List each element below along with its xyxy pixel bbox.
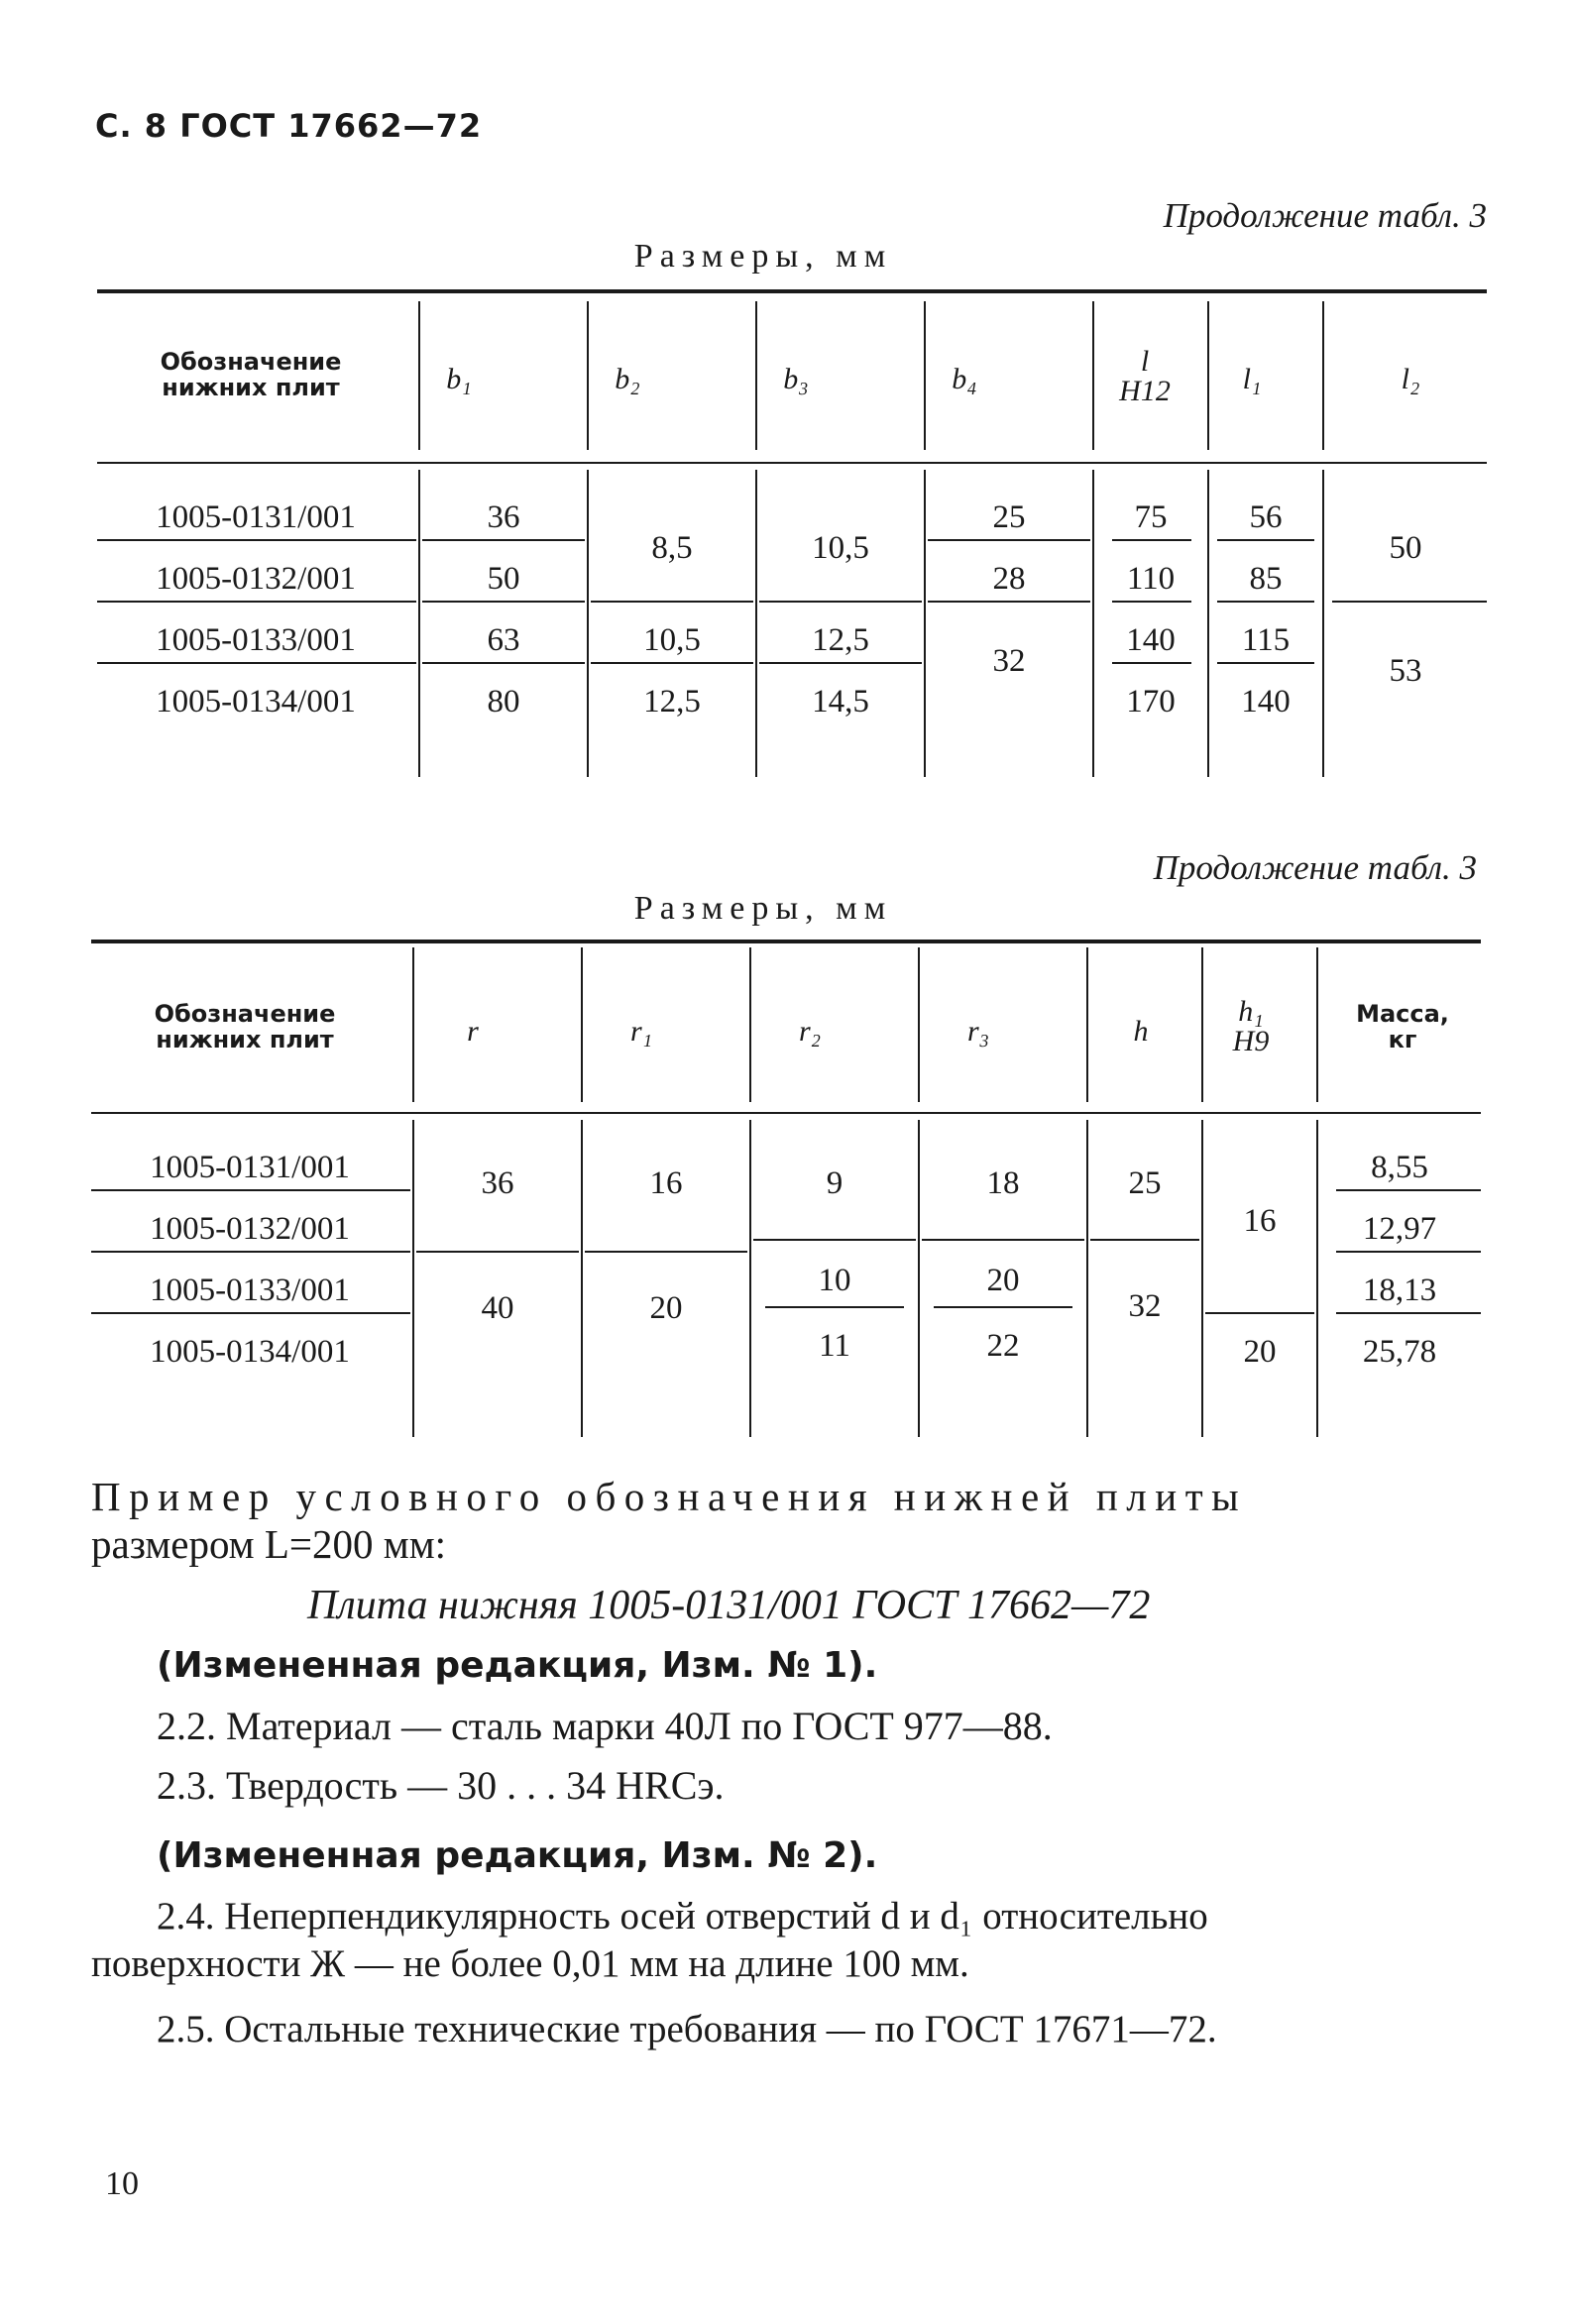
- table2-designation: 1005-0132/001: [150, 1211, 350, 1247]
- table1-l1-value: 140: [1241, 684, 1291, 719]
- table2-vline: [412, 947, 414, 1102]
- table2-header-r1: r₁: [629, 1015, 653, 1048]
- paragraph-2-5: 2.5. Остальные технические требования — по ГОСТ 17671—72.: [157, 2008, 1217, 2050]
- table1-b1-value: 80: [487, 684, 520, 719]
- paragraph-2-2: 2.2. Материал — сталь марки 40Л по ГОСТ 977—88.: [157, 1704, 1053, 1748]
- table1-b4-value: 28: [992, 561, 1026, 597]
- table1-header-l1: l₁: [1242, 363, 1262, 395]
- table1-vline: [418, 301, 420, 450]
- table1-header-b3: b₃: [783, 363, 809, 395]
- table2-r2-value: 11: [819, 1328, 850, 1364]
- table1-designation: 1005-0131/001: [156, 499, 356, 535]
- table2-r1-value: 20: [649, 1290, 683, 1326]
- table2-r3-value: 20: [986, 1263, 1020, 1298]
- table2-h-value: 32: [1128, 1288, 1162, 1324]
- page-header: С. 8 ГОСТ 17662—72: [95, 107, 483, 145]
- table2-continuation: Продолжение табл. 3: [1153, 848, 1477, 887]
- table2-h1-value: 20: [1243, 1334, 1277, 1370]
- table1-l1-value: 115: [1241, 622, 1291, 658]
- table1-row-rule: [97, 662, 416, 664]
- table1-row-rule: [759, 601, 922, 603]
- table1-row-rule: [1112, 662, 1191, 664]
- table2-row-rule: [416, 1251, 579, 1253]
- table1-row-rule: [1112, 601, 1191, 603]
- table2-row-rule: [1205, 1312, 1314, 1314]
- table1-row-rule: [591, 662, 753, 664]
- table1-b4-value: 25: [992, 499, 1026, 535]
- table1-vline: [924, 301, 926, 450]
- table1-row-rule: [97, 539, 416, 541]
- table2-header-r2: r₂: [798, 1015, 822, 1048]
- table2-r3-value: 22: [986, 1328, 1020, 1364]
- table2-header-r3: r₃: [966, 1015, 990, 1048]
- table2-header-h1: h₁ H9: [1232, 995, 1270, 1057]
- paragraph-2-3: 2.3. Твердость — 30 . . . 34 HRCэ.: [157, 1763, 725, 1808]
- table1-designation: 1005-0134/001: [156, 684, 356, 719]
- table2-vline: [918, 947, 920, 1102]
- table2-vline: [1316, 947, 1318, 1102]
- page-number: 10: [105, 2165, 139, 2202]
- table1: [97, 287, 1487, 783]
- table2-r-value: 40: [481, 1290, 514, 1326]
- table1-vline: [1207, 301, 1209, 450]
- revision-note-1: (Измененная редакция, Изм. № 1).: [157, 1645, 878, 1686]
- table1-row-rule: [422, 662, 585, 664]
- table1-row-rule: [422, 601, 585, 603]
- table2-row-rule: [91, 1189, 410, 1191]
- example-line-1: Пример условного обозначения нижней плиты: [91, 1474, 1248, 1519]
- table1-b1-value: 63: [487, 622, 520, 658]
- table2-r-value: 36: [481, 1165, 514, 1201]
- table2-mass-value: 12,97: [1362, 1211, 1437, 1247]
- table2-mass-value: 18,13: [1362, 1273, 1437, 1308]
- table2-header-mass: Масса, кг: [1356, 1000, 1449, 1053]
- table2-header-r: r: [467, 1015, 479, 1048]
- table2-header-designation: Обозначение нижних плит: [154, 1000, 336, 1053]
- table2-row-rule: [585, 1251, 747, 1253]
- table1-dimensions: Размеры, мм: [633, 238, 893, 275]
- table1-b4-value: 32: [992, 643, 1026, 679]
- table1-l2-value: 53: [1389, 653, 1422, 689]
- table2-top-rule: [91, 940, 1481, 943]
- table2-dimensions: Размеры, мм: [633, 890, 893, 927]
- table2-row-rule: [1336, 1189, 1481, 1191]
- table1-l-value: 170: [1126, 684, 1176, 719]
- table2-vline: [1201, 1120, 1203, 1437]
- revision-note-2: (Измененная редакция, Изм. № 2).: [157, 1835, 878, 1876]
- table1-vline: [1322, 301, 1324, 450]
- table2-row-rule: [91, 1312, 410, 1314]
- table1-header-designation: Обозначение нижних плит: [160, 348, 342, 401]
- table1-row-rule: [97, 601, 416, 603]
- table2-head-rule: [91, 1112, 1481, 1114]
- table2-row-rule: [753, 1239, 916, 1241]
- table1-row-rule: [422, 539, 585, 541]
- table1-row-rule: [928, 539, 1090, 541]
- table1-row-rule: [1217, 539, 1314, 541]
- table2-r2-value: 9: [826, 1165, 844, 1201]
- table2-vline: [1086, 947, 1088, 1102]
- table1-row-rule: [1217, 662, 1314, 664]
- table1-l-value: 110: [1126, 561, 1176, 597]
- table2-r2-value: 10: [818, 1263, 851, 1298]
- table1-vline: [1322, 470, 1324, 777]
- table2-row-rule: [922, 1239, 1084, 1241]
- table1-row-rule: [759, 662, 922, 664]
- paragraph-2-4-line-1: 2.4. Неперпендикулярность осей отверстий d и d₁ относительно: [157, 1895, 1208, 1937]
- table2-row-rule: [1336, 1312, 1481, 1314]
- table1-header-b4: b₄: [952, 363, 977, 395]
- table1-row-rule: [1217, 601, 1314, 603]
- table2: [91, 938, 1481, 1443]
- table1-l1-value: 56: [1249, 499, 1283, 535]
- table2-designation: 1005-0133/001: [150, 1273, 350, 1308]
- table1-row-rule: [1112, 539, 1191, 541]
- table1-l-value: 75: [1134, 499, 1168, 535]
- table2-mass-value: 8,55: [1371, 1150, 1428, 1185]
- table2-vline: [581, 947, 583, 1102]
- table1-header-b1: b₁: [446, 363, 472, 395]
- table2-row-rule: [765, 1306, 904, 1308]
- example-line-2: размером L=200 мм:: [91, 1521, 447, 1567]
- table2-designation: 1005-0134/001: [150, 1334, 350, 1370]
- table1-designation: 1005-0133/001: [156, 622, 356, 658]
- table2-r3-value: 18: [986, 1165, 1020, 1201]
- table1-header-l2: l₂: [1401, 363, 1420, 395]
- table1-b3-value: 10,5: [812, 530, 869, 566]
- table1-b3-value: 14,5: [812, 684, 869, 719]
- table1-b1-value: 36: [487, 499, 520, 535]
- table1-designation: 1005-0132/001: [156, 561, 356, 597]
- table1-row-rule: [591, 601, 753, 603]
- table2-row-rule: [1336, 1251, 1481, 1253]
- table2-h-value: 25: [1128, 1165, 1162, 1201]
- table1-l1-value: 85: [1249, 561, 1283, 597]
- table1-vline: [1092, 301, 1094, 450]
- table1-row-rule: [928, 601, 1090, 603]
- table1-l-value: 140: [1126, 622, 1176, 658]
- table1-l2-value: 50: [1389, 530, 1422, 566]
- table1-vline: [587, 301, 589, 450]
- table1-b3-value: 12,5: [812, 622, 869, 658]
- table1-b2-value: 10,5: [643, 622, 701, 658]
- example-designation: Плита нижняя 1005-0131/001 ГОСТ 17662—72: [307, 1583, 1151, 1628]
- table1-b1-value: 50: [487, 561, 520, 597]
- table2-h1-value: 16: [1243, 1203, 1277, 1239]
- table1-header-l: l H12: [1119, 345, 1171, 407]
- table2-vline: [749, 947, 751, 1102]
- table1-b2-value: 12,5: [643, 684, 701, 719]
- table1-head-rule: [97, 462, 1487, 464]
- table1-row-rule: [1332, 601, 1487, 603]
- table2-row-rule: [934, 1306, 1072, 1308]
- table2-designation: 1005-0131/001: [150, 1150, 350, 1185]
- table2-row-rule: [91, 1251, 410, 1253]
- table2-r1-value: 16: [649, 1165, 683, 1201]
- table1-top-rule: [97, 289, 1487, 293]
- table1-continuation: Продолжение табл. 3: [1163, 196, 1487, 235]
- table1-header-b2: b₂: [615, 363, 640, 395]
- table1-b2-value: 8,5: [651, 530, 693, 566]
- table1-vline: [755, 301, 757, 450]
- table2-vline: [1201, 947, 1203, 1102]
- table2-mass-value: 25,78: [1362, 1334, 1437, 1370]
- table2-row-rule: [1090, 1239, 1199, 1241]
- table2-header-h: h: [1133, 1015, 1149, 1048]
- paragraph-2-4-line-2: поверхности Ж — не более 0,01 мм на длине 100 мм.: [91, 1942, 969, 1985]
